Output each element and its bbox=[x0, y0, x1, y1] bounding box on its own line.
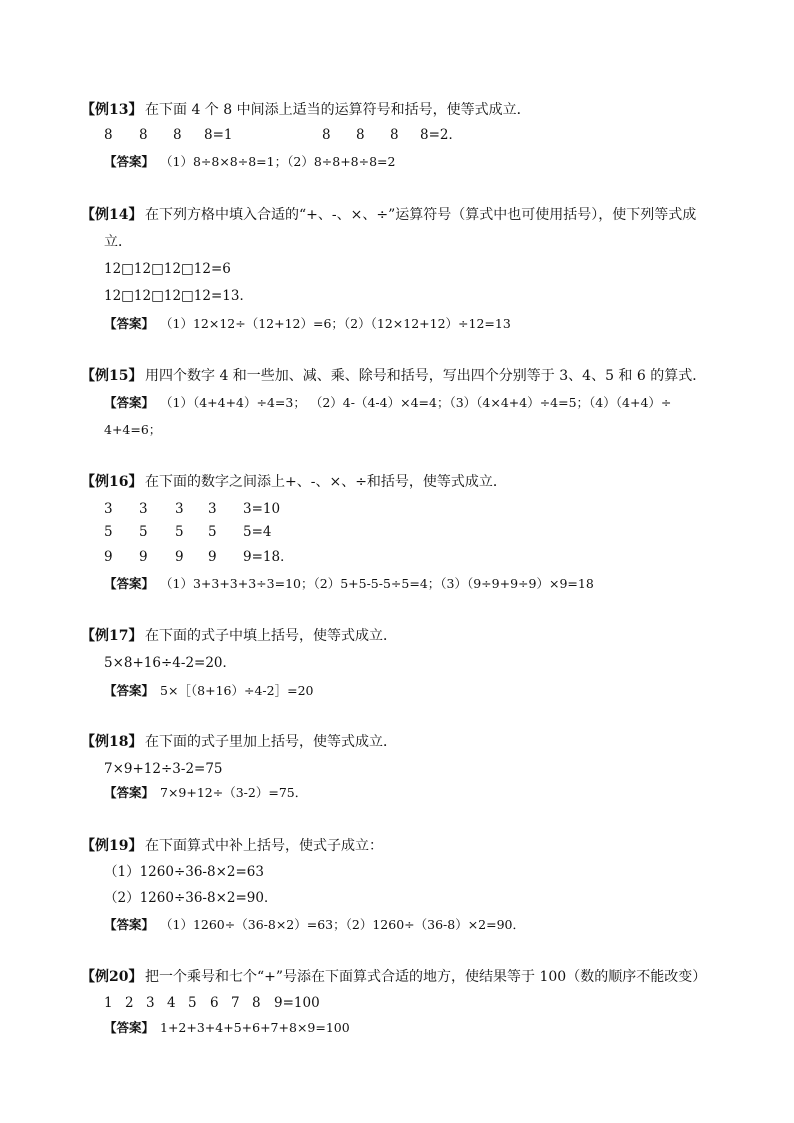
number-cell: 5 bbox=[175, 524, 184, 540]
example-question: 在下面的数字之间添上+、-、×、÷和括号，使等式成立． bbox=[145, 474, 507, 490]
example-label: 【例17】 bbox=[81, 628, 143, 644]
answer-tag: 【答案】 bbox=[104, 576, 155, 591]
example-question-cont: 立． bbox=[104, 234, 132, 250]
equation-text: 12□12□12□12=6 bbox=[104, 261, 231, 277]
number-cell: 5 bbox=[188, 995, 197, 1011]
number-cell: 9 bbox=[104, 549, 113, 565]
example-label: 【例20】 bbox=[81, 969, 143, 985]
answer-tag: 【答案】 bbox=[104, 316, 155, 331]
number-cell: 9 bbox=[139, 549, 148, 565]
example-label: 【例19】 bbox=[81, 838, 143, 854]
number-cell: 8 bbox=[173, 127, 182, 143]
answer-text: （1）（4+4+4）÷4=3； （2）4-（4-4）×4=4；（3）（4×4+4）÷4=5；（4）（4+4）÷ bbox=[160, 395, 672, 410]
example-label: 【例13】 bbox=[81, 102, 143, 118]
equation-text: 12□12□12□12=13． bbox=[104, 288, 253, 304]
example-question: 在下面 4 个 8 中间添上适当的运算符号和括号，使等式成立． bbox=[145, 102, 531, 118]
number-cell: 8 bbox=[104, 127, 113, 143]
number-cell: 3 bbox=[139, 501, 148, 517]
number-cell: 3=10 bbox=[243, 501, 281, 517]
answer-text: （1）12×12÷（12+12）=6；（2）（12×12+12）÷12=13 bbox=[160, 316, 511, 331]
answer-text: 7×9+12÷（3-2）=75． bbox=[160, 785, 308, 800]
answer-text: （1）3+3+3+3÷3=10；（2）5+5-5-5÷5=4；（3）（9÷9+9÷9）×9=18 bbox=[160, 576, 594, 591]
number-cell: 5 bbox=[104, 524, 113, 540]
number-cell: 2 bbox=[125, 995, 134, 1011]
number-cell: 3 bbox=[208, 501, 217, 517]
number-cell: 3 bbox=[146, 995, 155, 1011]
number-cell: 8 bbox=[322, 127, 331, 143]
example-question: 在下面算式中补上括号，使式子成立： bbox=[145, 838, 383, 854]
number-cell: 5 bbox=[208, 524, 217, 540]
number-cell: 9=18． bbox=[243, 549, 294, 565]
answer-text: 5×［（8+16）÷4-2］=20 bbox=[160, 683, 314, 698]
number-cell: 8=1 bbox=[204, 127, 233, 143]
answer-tag: 【答案】 bbox=[104, 1020, 155, 1035]
equation-text: 7×9+12÷3-2=75 bbox=[104, 761, 223, 777]
answer-tag: 【答案】 bbox=[104, 785, 155, 800]
number-cell: 8 bbox=[390, 127, 399, 143]
number-cell: 7 bbox=[231, 995, 240, 1011]
number-cell: 5=4 bbox=[243, 524, 272, 540]
number-cell: 9=100 bbox=[274, 995, 320, 1011]
answer-tag: 【答案】 bbox=[104, 154, 155, 169]
example-label: 【例14】 bbox=[81, 207, 143, 223]
example-label: 【例18】 bbox=[81, 734, 143, 750]
equation-text: 5×8+16÷4-2=20． bbox=[104, 655, 237, 671]
answer-tag: 【答案】 bbox=[104, 917, 155, 932]
number-cell: 8 bbox=[139, 127, 148, 143]
answer-tag: 【答案】 bbox=[104, 683, 155, 698]
example-question: 在下列方格中填入合适的“+、-、×、÷”运算符号（算式中也可使用括号），使下列等式成 bbox=[145, 207, 697, 223]
number-cell: 8 bbox=[356, 127, 365, 143]
number-cell: 1 bbox=[104, 995, 113, 1011]
example-question: 把一个乘号和七个“+”号添在下面算式合适的地方，使结果等于 100（数的顺序不能改变） bbox=[145, 969, 707, 985]
number-cell: 4 bbox=[167, 995, 176, 1011]
equation-text: （2）1260÷36-8×2=90． bbox=[104, 890, 278, 906]
example-question: 在下面的式子里加上括号，使等式成立． bbox=[145, 734, 397, 750]
number-cell: 8 bbox=[252, 995, 261, 1011]
number-cell: 3 bbox=[104, 501, 113, 517]
equation-text: （1）1260÷36-8×2=63 bbox=[104, 864, 264, 880]
answer-text: 1+2+3+4+5+6+7+8×9=100 bbox=[160, 1020, 350, 1035]
example-question: 用四个数字 4 和一些加、减、乘、除号和括号，写出四个分别等于 3、4、5 和 6 的算式． bbox=[145, 368, 707, 384]
number-cell: 9 bbox=[208, 549, 217, 565]
answer-text: （1）1260÷（36-8×2）=63；（2）1260÷（36-8）×2=90． bbox=[160, 917, 526, 932]
number-cell: 6 bbox=[210, 995, 219, 1011]
example-label: 【例15】 bbox=[81, 368, 143, 384]
number-cell: 5 bbox=[139, 524, 148, 540]
example-question: 在下面的式子中填上括号，使等式成立． bbox=[145, 628, 397, 644]
number-cell: 8=2． bbox=[420, 127, 462, 143]
answer-text: （1）8÷8×8÷8=1；（2）8÷8+8÷8=2 bbox=[160, 154, 396, 169]
number-cell: 9 bbox=[175, 549, 184, 565]
answer-text-cont: 4+4=6； bbox=[104, 422, 162, 437]
number-cell: 3 bbox=[175, 501, 184, 517]
answer-tag: 【答案】 bbox=[104, 395, 155, 410]
example-label: 【例16】 bbox=[81, 474, 143, 490]
